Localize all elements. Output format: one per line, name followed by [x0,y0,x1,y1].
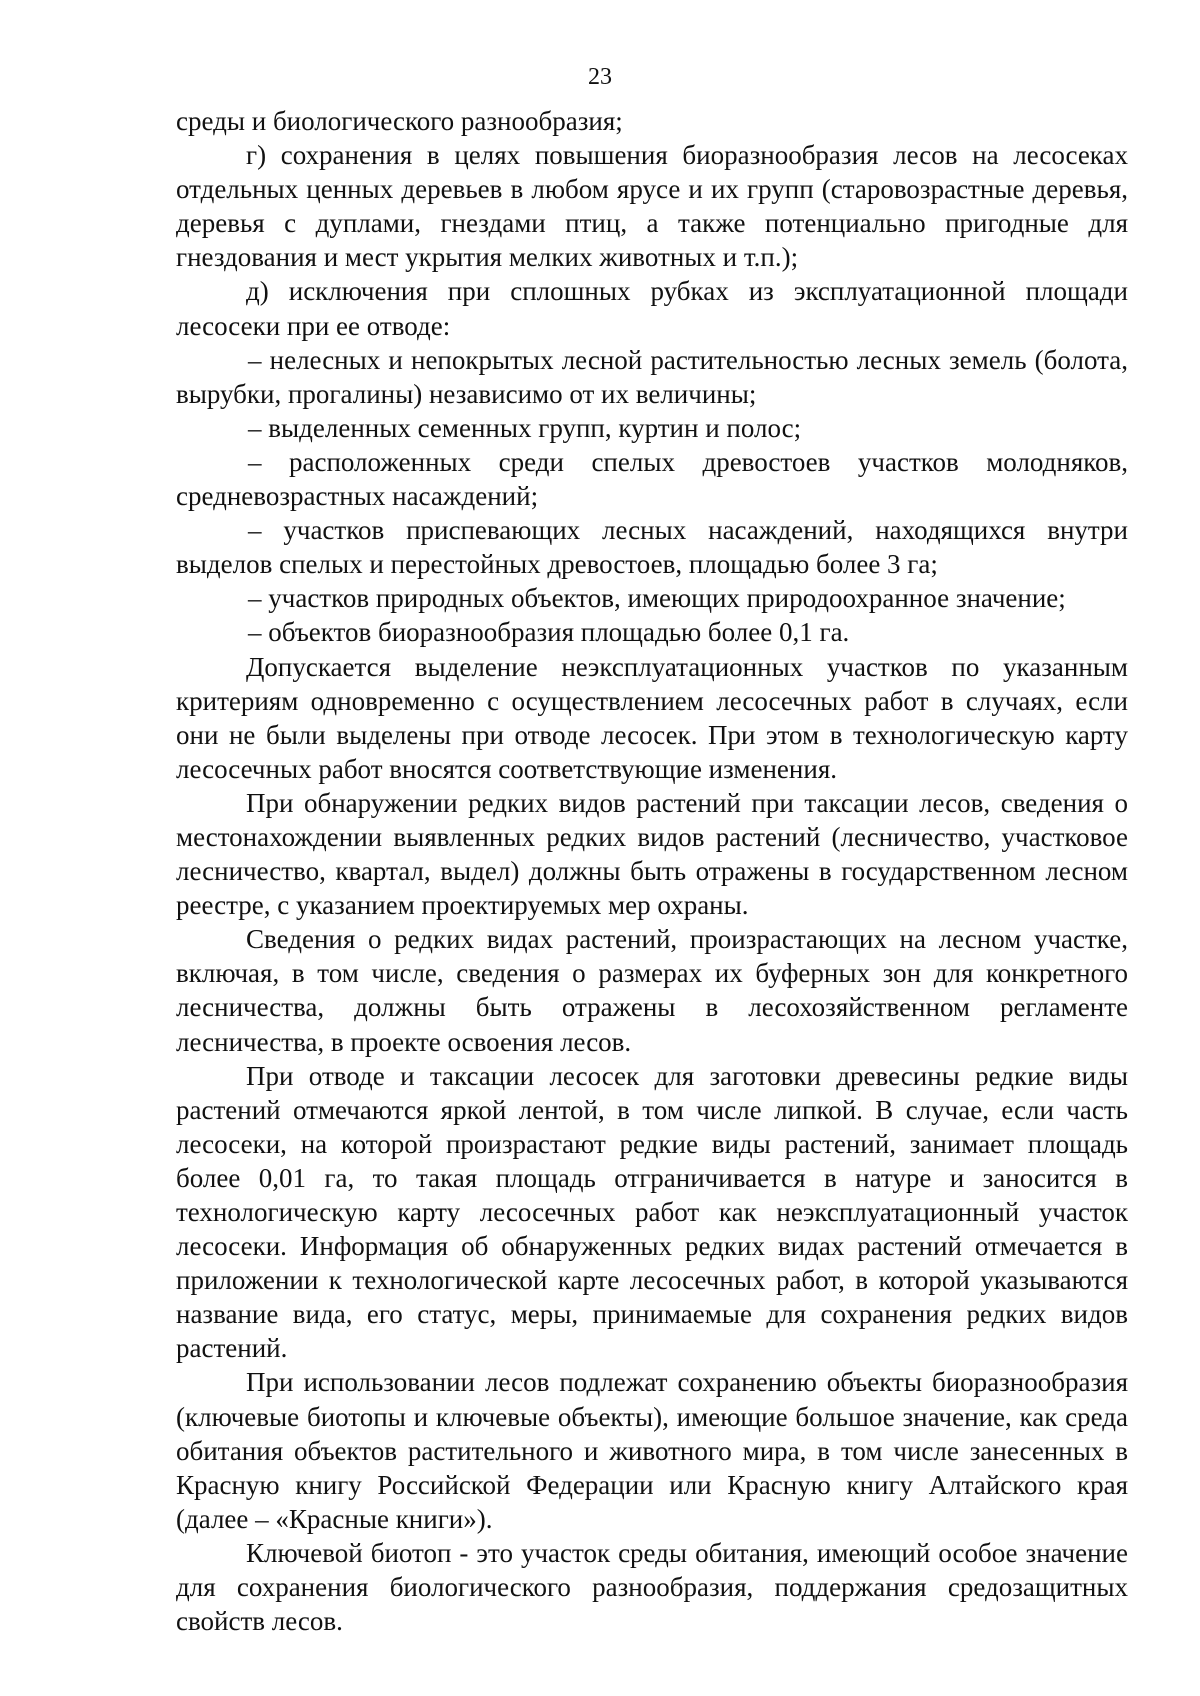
paragraph-item-d: д) исключения при сплошных рубках из эксплуатационной площади лесосеки при ее отводе: [176,276,1128,341]
list-item-nonforest-lands: – нелесных и непокрытых лесной растительностью лесных земель (болота, вырубки, прогалины) независимо от их величины; [176,344,1128,409]
paragraph-allotment-marking: При отводе и таксации лесосек для заготовки древесины редкие виды растений отмечаются яркой лентой, в том числе липкой. В случае, если часть лесосеки, на которой произрастают редкие виды растений, занимает площадь более 0,01 га, то такая площадь отграничивается в натуре и заносится в технологическую карту лесосечных работ как неэксплуатационный участок лесосеки. Информация об обнаруженных редких видах растений отмечается в приложении к технологической карте лесосечных работ, в которой указываются название вида, его статус, меры, принимаемые для сохранения редких видов растений. [176,1060,1128,1364]
list-item-young-stands: – расположенных среди спелых древостоев участков молодняков, средневозрастных насаждений; [176,446,1128,512]
paragraph-continuation: среды и биологического разнообразия; [176,106,623,136]
list-item-maturing-stands: – участков приспевающих лесных насаждений, находящихся внутри выделов спелых и перестойных древостоев, площадью более 3 га; [176,515,1128,580]
document-body [176,104,1128,1638]
list-item-seed-groups: – выделенных семенных групп, куртин и полос; [248,412,802,443]
paragraph-key-biotope: Ключевой биотоп - это участок среды обитания, имеющий особое значение для сохранения биологического разнообразия, поддержания средозащитных свойств лесов. [176,1537,1128,1637]
paragraph-biodiversity-objects: При использовании лесов подлежат сохранению объекты биоразнообразия (ключевые биотопы и ключевые объекты), имеющие большое значение, как среда обитания объектов растительного и животного мира, в том числе занесенных в Красную книгу Российской Федерации или Красную книгу Алтайского края (далее – «Красные книги»). [176,1367,1128,1534]
list-item-natural-objects: – участков природных объектов, имеющих природоохранное значение; [248,583,1066,614]
page-number: 23 [588,64,612,90]
paragraph-item-g: г) сохранения в целях повышения биоразнообразия лесов на лесосеках отдельных ценных деревьев в любом ярусе и их групп (старовозрастные деревья, деревья с дуплами, гнездами птиц, а также потенциально пригодные для гнездования и мест укрытия мелких животных и т.п.); [176,140,1128,273]
list-item-biodiversity-objects: – объектов биоразнообразия площадью более 0,1 га. [248,617,850,648]
paragraph-rare-species-detection: При обнаружении редких видов растений при таксации лесов, сведения о местонахождении выявленных редких видов растений (лесничество, участковое лесничество, квартал, выдел) должны быть отражены в государственном лесном реестре, с указанием проектируемых мер охраны. [176,787,1128,921]
paragraph-nonoperational-areas: Допускается выделение неэксплуатационных участков по указанным критериям одновременно с осуществлением лесосечных работ в случаях, если они не были выделены при отводе лесосек. При этом в технологическую карту лесосечных работ вносятся соответствующие изменения. [176,651,1128,784]
paragraph-rare-species-info: Сведения о редких видах растений, произрастающих на лесном участке, включая, в том числе, сведения о размерах их буферных зон для конкретного лесничества, должны быть отражены в лесохозяйственном регламенте лесничества, в проекте освоения лесов. [176,924,1128,1057]
